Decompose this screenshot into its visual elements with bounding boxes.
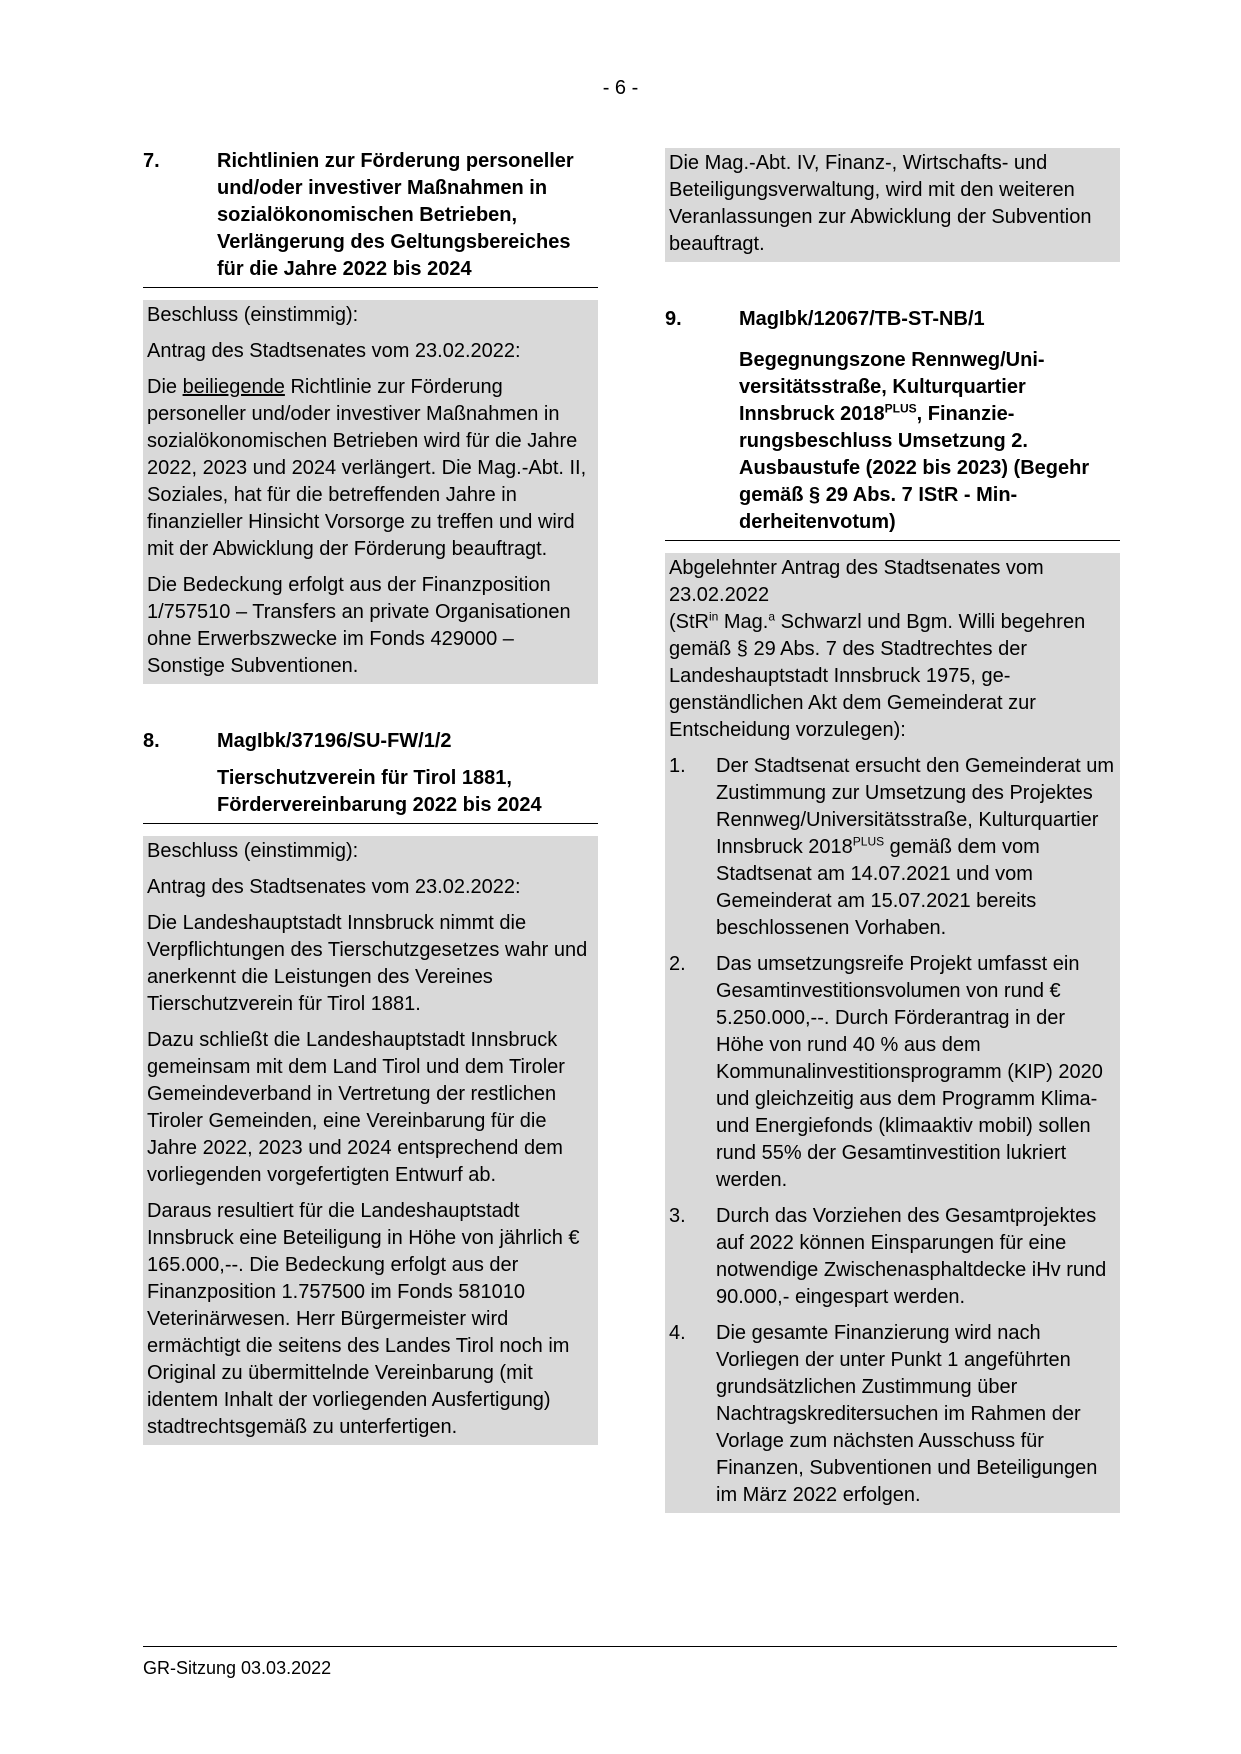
left-column <box>143 148 598 1445</box>
list-item: 2. Das umsetzungsreife Projekt umfasst ein Gesamtinvestitionsvolumen von rund € 5.250.000,--. Durch Förderantrag in der Höhe von rund 40 % aus dem Kommunalinvestitionsprogramm (KIP) 2020 und gleichzeitig aus dem Programm Klima- und Energiefonds (klimaaktiv mobil) sollen rund 55% der Gesamtinvestition lukriert werden. <box>669 953 1103 1191</box>
item8-continuation: Die Mag.-Abt. IV, Finanz-, Wirtschafts- und Beteiligungsverwaltung, wird mit den weiteren Veranlassungen zur Abwicklung der Subvention beauftragt. <box>669 152 1092 255</box>
list-item: 3. Durch das Vorziehen des Gesamtprojektes auf 2022 können Einsparungen für eine notwendige Zwischenasphaltdecke iHv rund 90.000,- eingespart werden. <box>669 1205 1107 1308</box>
item9-title: Begegnungszone Rennweg/Universitätsstraße, Kulturquartier Innsbruck $2018^{PLUS}$, Finanzierungsbeschluss Umsetzung 2. Ausbaustufe (2022 bis 2023) (Begehr gemäß § 29 Abs. 7 IStR - Minderheitenvotum) <box>739 349 1090 533</box>
item9-list <box>669 753 1116 1509</box>
item7-resolution-block <box>143 300 598 684</box>
item9-heading <box>665 306 1120 333</box>
item8-paragraph-3: Daraus resultiert für die Landeshauptstadt Innsbruck eine Beteiligung in Höhe von jährlich € 165.000,--. Die Bedeckung erfolgt aus der Finanzposition 1.757500 im Fonds 581010 Veterinärwesen. Herr Bürgermeister wird ermächtigt die seitens des Landes Tirol noch im Original zu übermittelnde Vereinbarung (mit identem Inhalt der vorliegenden Ausfertigung) stadtrechtsgemäß zu unterfertigen. <box>147 1200 580 1438</box>
page-footer: GR-Sitzung 03.03.2022 <box>143 1646 1117 1682</box>
list-item: 4. Die gesamte Finanzierung wird nach Vorliegen der unter Punkt 1 angeführten grundsätzlichen Zustimmung über Nachtragskreditersuchen im Rahmen der Vorlage zum nächsten Ausschuss für Finanzen, Subventionen und Beteiligungen im März 2022 erfolgen. <box>669 1322 1098 1506</box>
item8-number: 8. <box>143 730 160 752</box>
item7-title: Richtlinien zur Förderung personeller und/oder investiver Maßnahmen in sozialökonomischen Betrieben, Verlängerung des Geltungsbereiches für die Jahre 2022 bis 2024 <box>217 150 574 280</box>
list-item: 1. Der Stadtsenat ersucht den Gemeinderat um Zustimmung zur Umsetzung des Projektes Rennweg/Universitätsstraße, Kulturquartier Innsbruck $2018^{PLUS}$ gemäß dem vom Stadtsenat am 14.07.2021 und vom Gemeinderat am 15.07.2021 bereits beschlossenen Vorhaben. <box>669 755 1114 939</box>
item7-resolution: Beschluss (einstimmig): <box>147 304 359 326</box>
item8-title: Tierschutzverein für Tirol 1881, Fördervereinbarung 2022 bis 2024 <box>217 767 542 816</box>
page-number: - 6 - <box>602 77 639 99</box>
item9-rejected-motion: Abgelehnter Antrag des Stadtsenates vom 23.02.2022 <box>669 557 1044 606</box>
item7-heading <box>143 148 598 288</box>
item7-paragraph-1: Die beiliegende Richtlinie zur Förderung personeller und/oder investiver Maßnahmen in sozialökonomischen Betrieben wird für die Jahre 2022, 2023 und 2024 verlängert. Die Mag.-Abt. II, Soziales, hat für die betreffenden Jahre in finanzieller Hinsicht Vorsorge zu treffen und wird mit der Abwicklung der Förderung beauftragt. <box>147 376 587 560</box>
item7-motion: Antrag des Stadtsenates vom 23.02.2022: <box>147 340 521 362</box>
item8-paragraph-1: Die Landeshauptstadt Innsbruck nimmt die Verpflichtungen des Tierschutzgesetzes wahr und anerkennt die Leistungen des Vereines Tierschutzverein für Tirol 1881. <box>147 912 588 1015</box>
item9-note: (StR$^{in}$ Mag.$^a$ Schwarzl und Bgm. Willi begehren gemäß § 29 Abs. 7 des Stadtrechtes der Landeshauptstadt Innsbruck 1975, gegenständlichen Akt dem Gemeinderat zur Entscheidung vorzulegen): <box>669 609 1086 741</box>
item9-number: 9. <box>665 308 682 330</box>
attachment-link[interactable]: beiliegende <box>182 376 285 398</box>
item8-continuation-block <box>665 148 1120 262</box>
item8-heading <box>143 728 598 755</box>
item8-resolution-block <box>143 836 598 1445</box>
item7-paragraph-2: Die Bedeckung erfolgt aus der Finanzposition 1/757510 – Transfers an private Organisationen ohne Erwerbszwecke im Fonds 429000 – Sonstige Subventionen. <box>147 574 571 677</box>
item7-number: 7. <box>143 150 160 172</box>
item9-reference: MagIbk/12067/TB-ST-NB/1 <box>739 308 985 330</box>
right-column <box>665 148 1120 1513</box>
item9-resolution-block <box>665 553 1120 1513</box>
item8-motion: Antrag des Stadtsenates vom 23.02.2022: <box>147 876 521 898</box>
item8-paragraph-2: Dazu schließt die Landeshauptstadt Innsbruck gemeinsam mit dem Land Tirol und dem Tiroler Gemeindeverband in Vertretung der restlichen Tiroler Gemeinden, eine Vereinbarung für die Jahre 2022, 2023 und 2024 entsprechend dem vorliegenden vorgefertigten Entwurf ab. <box>147 1029 565 1186</box>
item8-resolution: Beschluss (einstimmig): <box>147 840 359 862</box>
item8-reference: MagIbk/37196/SU-FW/1/2 <box>217 730 452 752</box>
